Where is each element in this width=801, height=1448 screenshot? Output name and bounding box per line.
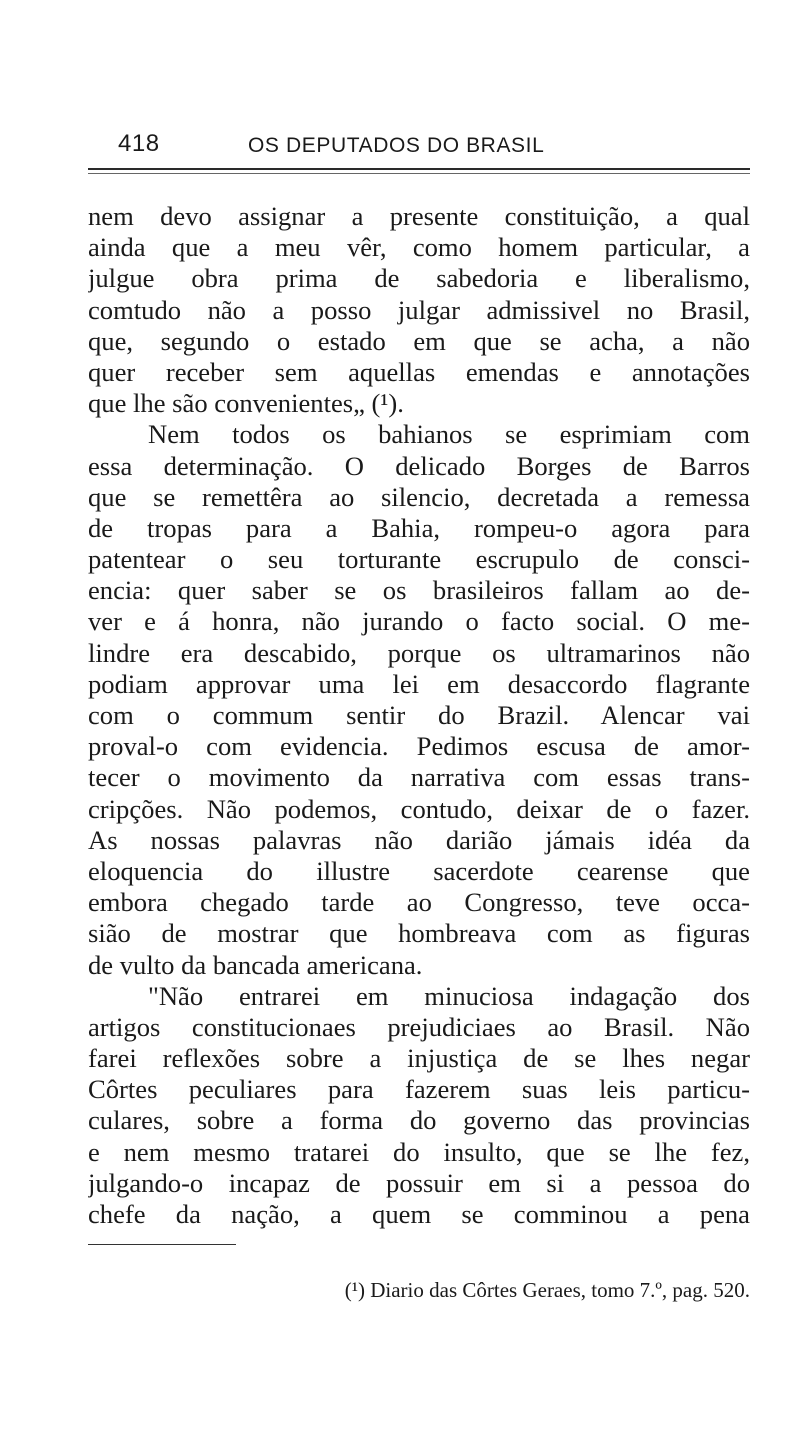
text-line: de vulto da bancada americana. xyxy=(88,949,423,980)
footnote-rule xyxy=(88,1244,236,1245)
text-line: podiam approvar uma lei em desaccordo flagrante xyxy=(88,668,750,699)
text-line: patentear o seu torturante escrupulo de consci- xyxy=(88,544,750,575)
text-line: que lhe são convenientes„ (¹). xyxy=(88,388,404,419)
text-line: com o commum sentir do Brazil. Alencar vai xyxy=(88,700,750,730)
text-line: sião de mostrar que hombreava com as figuras xyxy=(88,918,750,949)
text-line: chefe da nação, a quem se comminou a pena xyxy=(88,1199,750,1229)
text-line: culares, sobre a forma do governo das provincias xyxy=(88,1105,750,1136)
text-line: As nossas palavras não darião jámais idéa da xyxy=(88,824,750,855)
text-line: julgando-o incapaz de possuir em si a pessoa do xyxy=(88,1167,750,1198)
text-line: lindre era descabido, porque os ultramarinos não xyxy=(88,637,750,668)
body-text xyxy=(88,201,750,1230)
text-line: quer receber sem aquellas emendas e annotações xyxy=(88,356,750,387)
header-rule xyxy=(88,168,750,170)
header-rule-thin xyxy=(88,173,750,174)
page-number: 418 xyxy=(118,130,160,157)
text-line: farei reflexões sobre a injustiça de se lhes negar xyxy=(88,1043,750,1074)
running-head xyxy=(88,126,750,166)
text-line: comtudo não a posso julgar admissivel no Brasil, xyxy=(88,294,750,325)
text-line: Nem todos os bahianos se esprimiam com xyxy=(148,419,750,450)
text-line: que, segundo o estado em que se acha, a não xyxy=(88,325,750,356)
text-line: "Não entrarei em minuciosa indagação dos xyxy=(148,980,750,1011)
text-line: que se remettêra ao silencio, decretada a remessa xyxy=(88,481,750,512)
text-line: embora chegado tarde ao Congresso, teve occa- xyxy=(88,887,750,918)
text-line: julgue obra prima de sabedoria e liberalismo, xyxy=(88,263,750,294)
text-line: proval-o com evidencia. Pedimos escusa de amor- xyxy=(88,731,750,762)
text-line: de tropas para a Bahia, rompeu-o agora para xyxy=(88,512,750,543)
text-line: ver e á honra, não jurando o facto social. O me- xyxy=(88,606,750,637)
text-line: tecer o movimento da narrativa com essas trans- xyxy=(88,762,750,793)
text-line: encia: quer saber se os brasileiros fallam ao de- xyxy=(88,575,750,606)
text-line: eloquencia do illustre sacerdote cearense que xyxy=(88,855,750,886)
text-line: artigos constitucionaes prejudiciaes ao Brasil. Não xyxy=(88,1011,750,1042)
text-line: essa determinação. O delicado Borges de Barros xyxy=(88,450,750,481)
footnote: (¹) Diario das Côrtes Geraes, tomo 7.º, pag. 520. xyxy=(344,1278,750,1302)
text-line: cripções. Não podemos, contudo, deixar de o fazer. xyxy=(88,793,750,824)
text-line: nem devo assignar a presente constituição, a qual xyxy=(88,201,750,231)
text-line: ainda que a meu vêr, como homem particular, a xyxy=(88,232,750,263)
running-title: OS DEPUTADOS DO BRASIL xyxy=(248,134,545,157)
text-line: Côrtes peculiares para fazerem suas leis particu- xyxy=(88,1074,750,1105)
text-line: e nem mesmo tratarei do insulto, que se lhe fez, xyxy=(88,1136,750,1167)
